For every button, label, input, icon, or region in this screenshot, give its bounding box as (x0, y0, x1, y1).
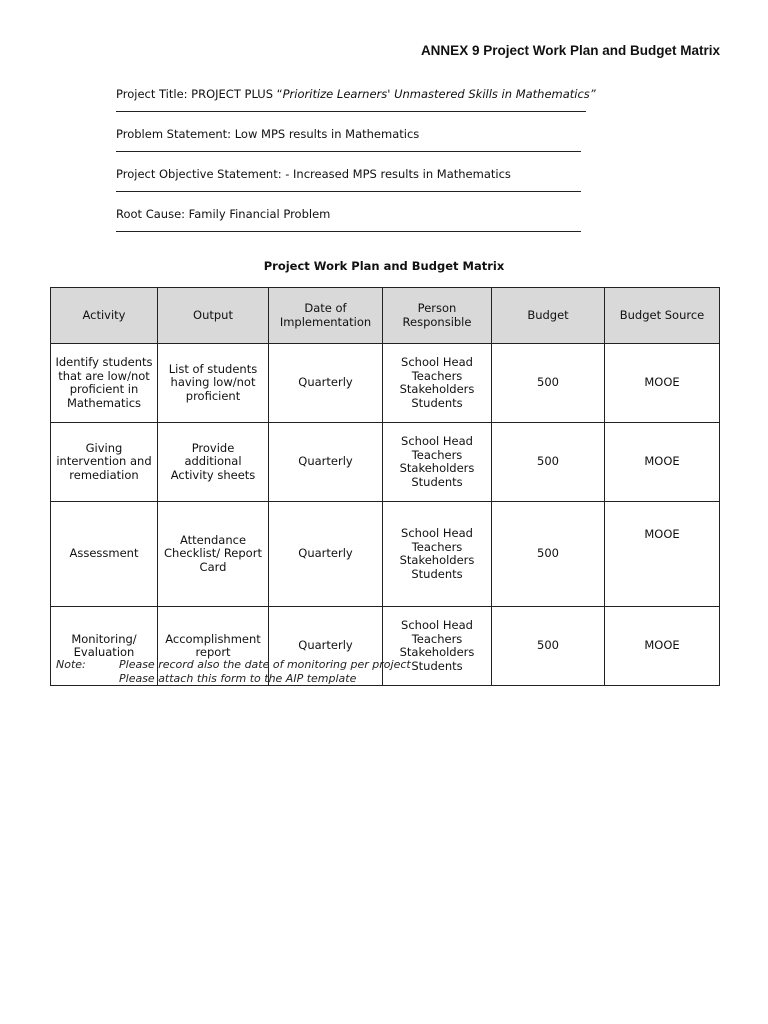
activity-cell: Assessment (51, 502, 158, 607)
project-title-field (116, 87, 596, 101)
table-row (51, 344, 720, 423)
matrix-title: Project Work Plan and Budget Matrix (263, 259, 505, 273)
person-line: Teachers (411, 447, 463, 462)
person-line: Students (411, 566, 463, 581)
person-line: School Head (401, 526, 473, 540)
source-cell: MOOE (605, 423, 720, 502)
person-line: School Head (401, 618, 473, 632)
problem-statement-underline (116, 151, 581, 152)
source-cell: MOOE (605, 502, 720, 607)
person-line: Students (411, 474, 463, 489)
person-cell (383, 502, 492, 607)
date-cell: Quarterly (269, 423, 383, 502)
problem-statement-field: Problem Statement: Low MPS results in Mathematics (116, 127, 420, 141)
header-output: Output (158, 288, 269, 344)
date-cell: Quarterly (269, 502, 383, 607)
root-cause-field: Root Cause: Family Financial Problem (116, 207, 331, 221)
source-cell: MOOE (605, 607, 720, 686)
date-cell: Quarterly (269, 607, 383, 686)
table-row (51, 423, 720, 502)
person-line: Students (411, 395, 463, 410)
note-line: Please attach this form to the AIP template (119, 671, 357, 685)
person-line: Students (411, 658, 463, 673)
activity-cell: Monitoring/ Evaluation (51, 607, 158, 686)
work-plan-table (50, 287, 720, 686)
annex-title: ANNEX 9 Project Work Plan and Budget Matrix (420, 43, 720, 58)
person-line: Stakeholders (399, 645, 475, 659)
budget-cell: 500 (492, 607, 605, 686)
project-title-label: Project Title: PROJECT PLUS “ (116, 87, 283, 101)
header-budget-source: Budget Source (605, 288, 720, 344)
project-title-underline (116, 111, 586, 112)
header-budget: Budget (492, 288, 605, 344)
person-line: Stakeholders (399, 382, 475, 396)
output-cell: Provide additional Activity sheets (158, 423, 269, 502)
source-cell: MOOE (605, 344, 720, 423)
budget-cell: 500 (492, 423, 605, 502)
header-date: Date of Implementation (269, 288, 383, 344)
root-cause-underline (116, 231, 581, 232)
activity-cell: Giving intervention and remediation (51, 423, 158, 502)
output-cell: Accomplishment report (158, 607, 269, 686)
note-label: Note: (56, 658, 86, 671)
date-cell: Quarterly (269, 344, 383, 423)
person-line: Teachers (411, 539, 463, 554)
table-row (51, 502, 720, 607)
header-person: Person Responsible (383, 288, 492, 344)
person-line: School Head (401, 434, 473, 448)
budget-cell: 500 (492, 502, 605, 607)
person-cell (383, 423, 492, 502)
output-cell: List of students having low/not proficient (158, 344, 269, 423)
person-line: Stakeholders (399, 553, 475, 567)
objective-statement-underline (116, 191, 581, 192)
table-header-row (51, 288, 720, 344)
header-activity: Activity (51, 288, 158, 344)
person-line: Teachers (411, 368, 463, 383)
budget-cell: 500 (492, 344, 605, 423)
output-cell: Attendance Checklist/ Report Card (158, 502, 269, 607)
objective-statement-field: Project Objective Statement: - Increased MPS results in Mathematics (116, 167, 511, 181)
note-line: Please record also the date of monitoring per project (119, 658, 411, 671)
person-cell (383, 344, 492, 423)
person-line: Teachers (411, 631, 463, 646)
project-title-value: Prioritize Learners' Unmastered Skills in Mathematics” (282, 87, 596, 101)
activity-cell: Identify students that are low/not proficient in Mathematics (51, 344, 158, 423)
person-line: Stakeholders (399, 461, 475, 475)
person-line: School Head (401, 355, 473, 369)
